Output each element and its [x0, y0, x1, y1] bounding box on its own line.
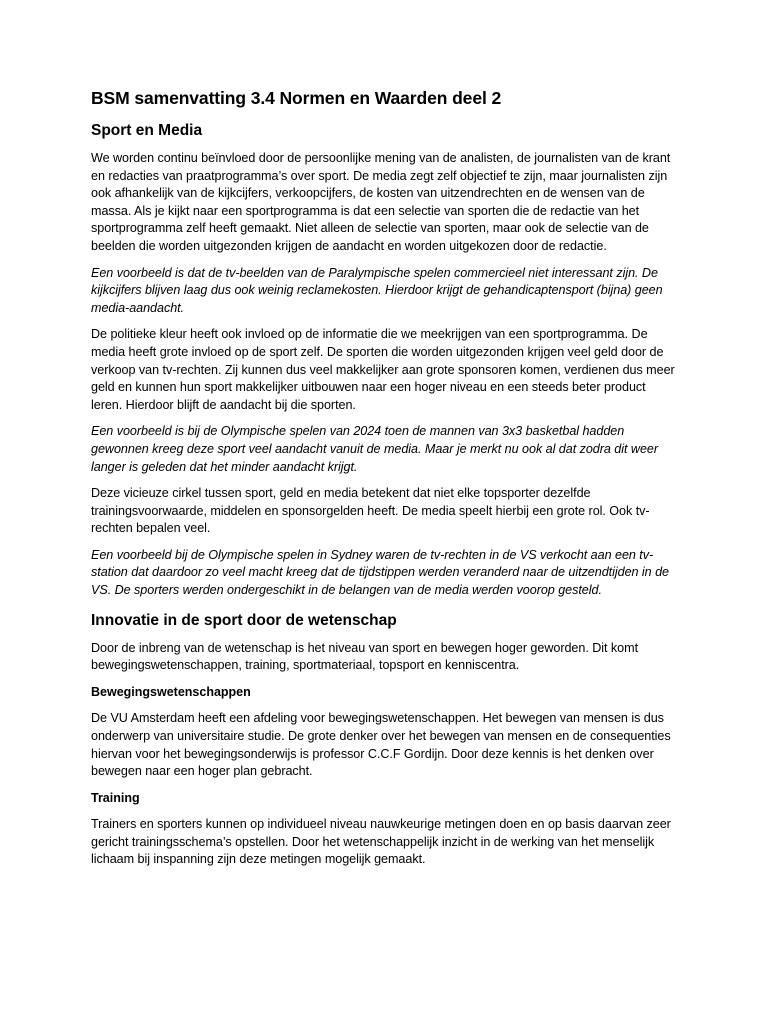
example-paragraph: Een voorbeeld bij de Olympische spelen in Sydney waren de tv-rechten in de VS verkocht aan een tv-station dat daardoor zo veel macht kreeg dat de tijdstippen werden veranderd naar de uitzendtijden in de VS. De sporters werden ondergeschikt in de belangen van de media werden voorop gesteld.	[91, 547, 669, 598]
document-page	[91, 86, 679, 878]
example-paragraph: Een voorbeeld is dat de tv-beelden van de Paralympische spelen commercieel niet interessant zijn. De kijkcijfers blijven laag dus ook weinig reclamekosten. Hierdoor krijgt de gehandicaptensport (bijna) geen media-aandacht.	[91, 265, 663, 315]
document-title: BSM samenvatting 3.4 Normen en Waarden deel 2	[91, 88, 502, 108]
subheading-bewegingswetenschappen: Bewegingswetenschappen	[91, 684, 251, 699]
section-heading-sport-media: Sport en Media	[91, 122, 203, 139]
paragraph: We worden continu beïnvloed door de persoonlijke mening van de analisten, de journalisten van de krant en redacties van praatprogramma’s over sport. De media zegt zelf objectief te zijn, maar journalisten zijn ook afhankelijk van de kijkcijfers, verkoopcijfers, de kosten van uitzendrechten en de wensen van de massa. Als je kijkt naar een sportprogramma is dat een selectie van sporten die de redactie van het sportprogramma zelf heeft gemaakt. Niet alleen de selectie van sporten, maar ook de selectie van de beelden die worden uitgezonden krijgen de aandacht en worden uitgekozen door de redactie.	[91, 151, 671, 253]
section-heading-innovatie: Innovatie in de sport door de wetenschap	[91, 611, 397, 629]
subheading-training: Training	[91, 790, 140, 805]
paragraph: Trainers en sporters kunnen op individueel niveau nauwkeurige metingen doen en op basis daarvan zeer gericht trainingsschema’s opstellen. Door het wetenschappelijk inzicht in de werking van het menselijk lichaam bij inspanning zijn deze metingen mogelijk gemaakt.	[91, 817, 671, 867]
paragraph: De politieke kleur heeft ook invloed op de informatie die we meekrijgen van een sportprogramma. De media heeft grote invloed op de sport zelf. De sporten die worden uitgezonden krijgen veel geld door de verkoop van tv-rechten. Zij kunnen dus veel makkelijker aan grote sponsoren komen, verdienen dus meer geld en kunnen hun sport makkelijker uitbouwen naar een hoger niveau en een steeds beter product leren. Hierdoor blijft de aandacht bij die sporten.	[91, 327, 675, 412]
paragraph: De VU Amsterdam heeft een afdeling voor bewegingswetenschappen. Het bewegen van mensen is dus onderwerp van universitaire studie. De grote denker over het bewegen van mensen en de consequenties hiervan voor het bewegingsonderwijs is professor C.C.F Gordijn. Door deze kennis is het denken over bewegen naar een hoger plan gebracht.	[91, 711, 671, 779]
example-paragraph: Een voorbeeld is bij de Olympische spelen van 2024 toen de mannen van 3x3 basketbal hadden gewonnen kreeg deze sport veel aandacht vanuit de media. Maar je merkt nu ook al dat zodra dit weer langer is geleden dat het minder aandacht krijgt.	[91, 424, 659, 474]
paragraph: Door de inbreng van de wetenschap is het niveau van sport en bewegen hoger geworden. Dit komt bewegingswetenschappen, training, sportmateriaal, topsport en kenniscentra.	[91, 640, 639, 673]
paragraph: Deze vicieuze cirkel tussen sport, geld en media betekent dat niet elke topsporter dezelfde trainingsvoorwaarde, middelen en sponsorgelden heeft. De media speelt hierbij een grote rol. Ook tv-rechten bepalen veel.	[91, 486, 650, 536]
